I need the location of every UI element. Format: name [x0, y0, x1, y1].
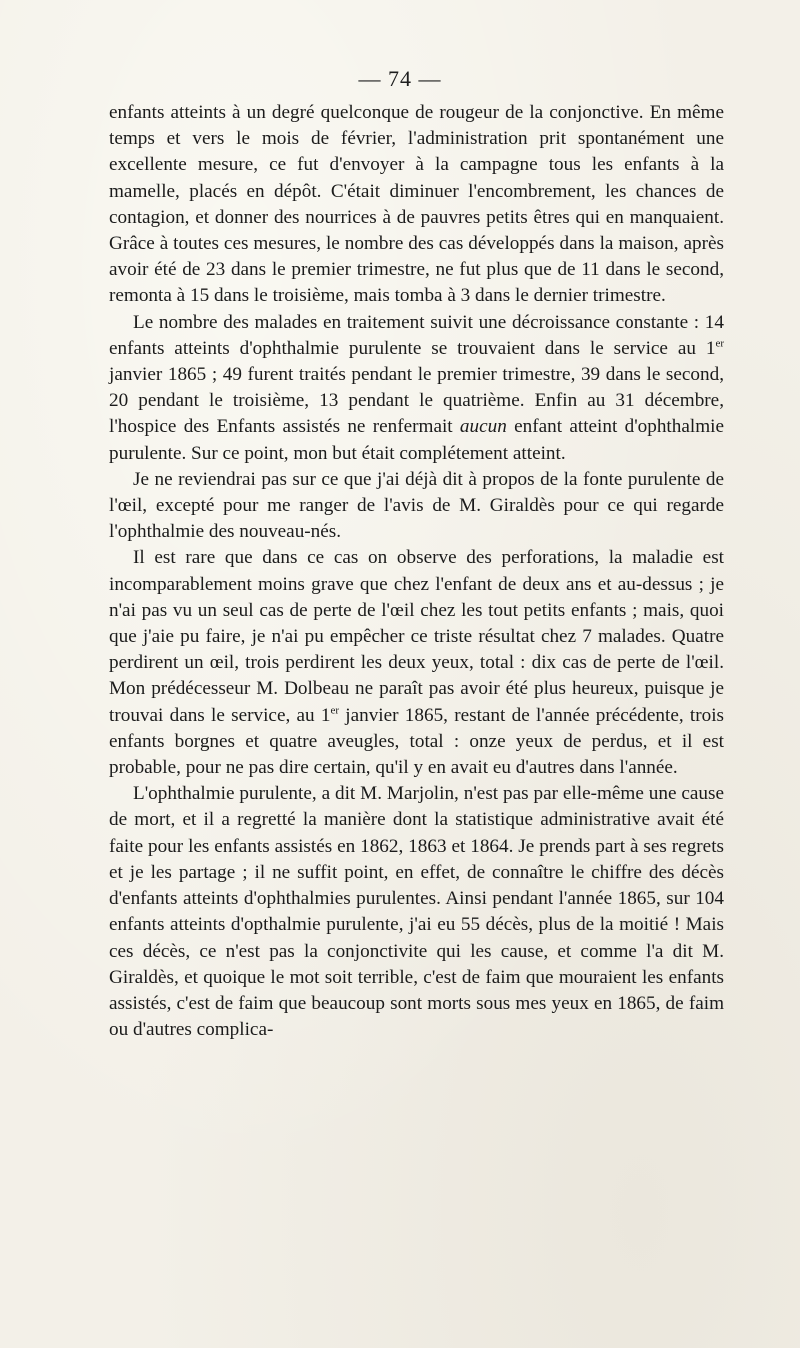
body-text — [109, 100, 724, 1043]
paragraph-1: enfants atteints à un degré quelconque de rougeur de la conjonctive. En même temps et vers le mois de février, l'administration prit spontanément une excellente mesure, ce fut d'envoyer à la campagne tous les enfants à la mamelle, placés en dépôt. C'était diminuer l'encombrement, les chances de contagion, et donner des nourrices à de pauvres petits êtres qui en manquaient. Grâce à toutes ces mesures, le nombre des cas développés dans la maison, après avoir été de 23 dans le premier trimestre, ne fut plus que de 11 dans le second, remonta à 15 dans le troisième, mais tomba à 3 dans le dernier trimestre. — [109, 102, 724, 307]
paragraph-2-part-c: enfant atteint d'ophthalmie purulente. Sur ce point, mon but était complétement atteint. — [109, 416, 724, 464]
paragraph-2-part-a: Le nombre des malades en traitement suivit une décroissance constante : 14 enfants atteints d'ophthalmie purulente se trouvaient dans le service au 1 — [109, 311, 724, 359]
ordinal-superscript: er — [715, 337, 724, 350]
page-number: — 74 — — [358, 66, 442, 91]
paragraph-2 — [109, 310, 724, 467]
paragraph-3: Je ne reviendrai pas sur ce que j'ai déjà dit à propos de la fonte purulente de l'œil, excepté pour me ranger de l'avis de M. Giraldès pour ce qui regarde l'ophthalmie des nouveau-nés. — [109, 468, 724, 543]
paragraph-4-part-b: janvier 1865, restant de l'année précédente, trois enfants borgnes et quatre aveugles, total : onze yeux de perdus, et il est probable, pour ne pas dire certain, qu'il y en avait eu d'autres dans l'année. — [109, 704, 724, 779]
paragraph-5: L'ophthalmie purulente, a dit M. Marjolin, n'est pas par elle-même une cause de mort, et il a regretté la manière dont la statistique administrative avait été faite pour les enfants assistés en 1862, 1863 et 1864. Je prends part à ses regrets et je les partage ; il ne suffit point, en effet, de connaître le chiffre des décès d'enfants atteints d'ophthalmies purulentes. Ainsi pendant l'année 1865, sur 104 enfants atteints d'opthalmie purulente, j'ai eu 55 décès, plus de la moitié ! Mais ces décès, ce n'est pas la conjonctivite qui les cause, et comme l'a dit M. Giraldès, et quoique le mot soit terrible, c'est de faim que mouraient les enfants assistés, c'est de faim que beaucoup sont morts sous mes yeux en 1865, de faim ou d'autres complica- — [109, 783, 724, 1041]
paragraph-4 — [109, 545, 724, 781]
emphasis-word: aucun — [459, 416, 507, 438]
ordinal-superscript: er — [330, 704, 340, 717]
paragraph-2-part-b: janvier 1865 ; 49 furent traités pendant le premier trimestre, 39 dans le second, 20 pendant le troisième, 13 pendant le quatrième. Enfin au 31 décembre, l'hospice des Enfants assistés ne renfermait — [109, 364, 724, 438]
paragraph-4-part-a: Il est rare que dans ce cas on observe des perforations, la maladie est incomparablement moins grave que chez l'enfant de deux ans et au-dessus ; je n'ai pas vu un seul cas de perte de l'œil chez les tout petits enfants ; mais, quoi que j'aie pu faire, je n'ai pu empêcher ce triste résultat chez 7 malades. Quatre perdirent un œil, trois perdirent les deux yeux, total : dix cas de perte de l'œil. Mon prédécesseur M. Dolbeau ne paraît pas avoir été plus heureux, puisque je trouvai dans le service, au 1 — [109, 547, 724, 726]
